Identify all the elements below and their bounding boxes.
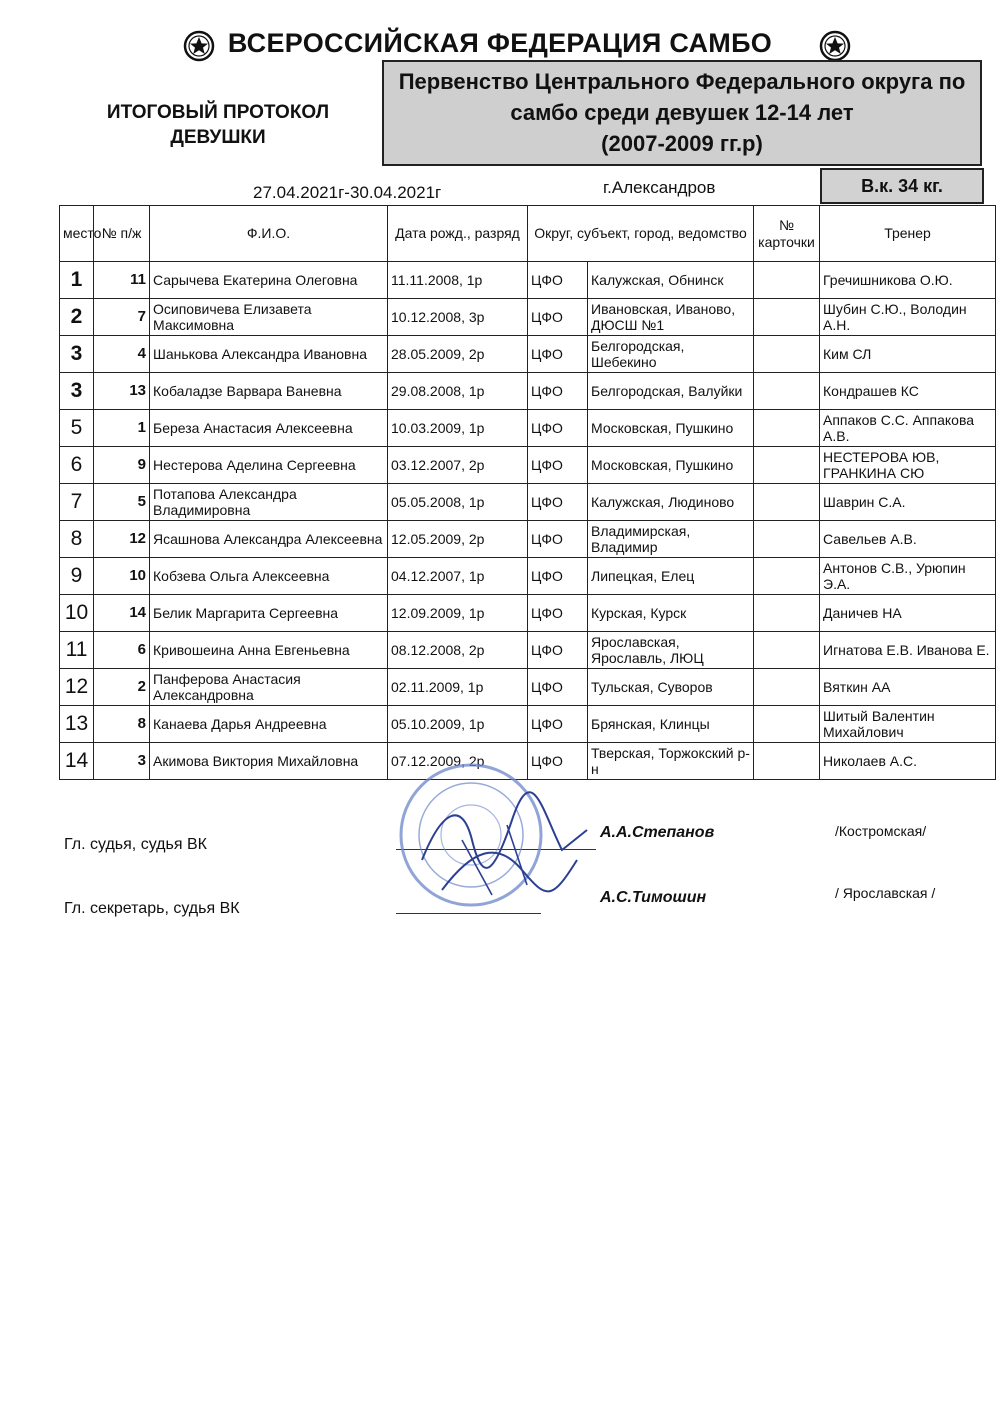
table-row bbox=[60, 669, 996, 706]
draw-number-cell: 11 bbox=[94, 262, 150, 299]
birth-rank-cell: 28.05.2009, 2р bbox=[388, 336, 528, 373]
place-cell: 8 bbox=[60, 521, 94, 558]
protocol-category: ДЕВУШКИ bbox=[170, 127, 266, 148]
birth-rank-cell: 12.05.2009, 2р bbox=[388, 521, 528, 558]
card-number-cell bbox=[754, 669, 820, 706]
draw-number-cell: 5 bbox=[94, 484, 150, 521]
athlete-name-cell: Ясашнова Александра Алексеевна bbox=[150, 521, 388, 558]
table-header-row bbox=[60, 206, 996, 262]
event-title-line: (2007-2009 гг.р) bbox=[601, 131, 763, 156]
draw-number-cell: 8 bbox=[94, 706, 150, 743]
district-cell: ЦФО bbox=[528, 484, 588, 521]
coach-cell: Савельев А.В. bbox=[820, 521, 996, 558]
column-header-region: Округ, субъект, город, ведомство bbox=[528, 206, 754, 262]
birth-rank-cell: 07.12.2009, 2р bbox=[388, 743, 528, 780]
district-cell: ЦФО bbox=[528, 521, 588, 558]
place-cell: 3 bbox=[60, 373, 94, 410]
results-table bbox=[59, 205, 996, 780]
region-cell: Тверская, Торжокский р-н bbox=[588, 743, 754, 780]
athlete-name-cell: Шанькова Александра Ивановна bbox=[150, 336, 388, 373]
region-cell: Ярославская, Ярославль, ЛЮЦ bbox=[588, 632, 754, 669]
region-cell: Московская, Пушкино bbox=[588, 410, 754, 447]
athlete-name-cell: Кривошеина Анна Евгеньевна bbox=[150, 632, 388, 669]
card-number-cell bbox=[754, 447, 820, 484]
table-row bbox=[60, 447, 996, 484]
table-row bbox=[60, 410, 996, 447]
protocol-line: ИТОГОВЫЙ ПРОТОКОЛ bbox=[106, 102, 330, 123]
table-row bbox=[60, 595, 996, 632]
column-header-name: Ф.И.О. bbox=[150, 206, 388, 262]
birth-rank-cell: 02.11.2009, 1р bbox=[388, 669, 528, 706]
table-row bbox=[60, 558, 996, 595]
column-header-place: место bbox=[60, 206, 94, 262]
birth-rank-cell: 12.09.2009, 1р bbox=[388, 595, 528, 632]
column-header-birth: Дата рожд., разряд bbox=[388, 206, 528, 262]
region-cell: Брянская, Клинцы bbox=[588, 706, 754, 743]
district-cell: ЦФО bbox=[528, 743, 588, 780]
chief-judge-region: /Костромская/ bbox=[835, 823, 927, 839]
card-number-cell bbox=[754, 299, 820, 336]
table-row bbox=[60, 336, 996, 373]
draw-number-cell: 1 bbox=[94, 410, 150, 447]
district-cell: ЦФО bbox=[528, 558, 588, 595]
place-cell: 6 bbox=[60, 447, 94, 484]
region-cell: Ивановская, Иваново, ДЮСШ №1 bbox=[588, 299, 754, 336]
column-header-number: № п/ж bbox=[94, 206, 150, 262]
birth-rank-cell: 08.12.2008, 2р bbox=[388, 632, 528, 669]
place-cell: 7 bbox=[60, 484, 94, 521]
birth-rank-cell: 29.08.2008, 1р bbox=[388, 373, 528, 410]
card-number-cell bbox=[754, 521, 820, 558]
district-cell: ЦФО bbox=[528, 706, 588, 743]
table-row bbox=[60, 706, 996, 743]
district-cell: ЦФО bbox=[528, 632, 588, 669]
card-number-cell bbox=[754, 373, 820, 410]
athlete-name-cell: Акимова Виктория Михайловна bbox=[150, 743, 388, 780]
coach-cell: Аппаков С.С. Аппакова А.В. bbox=[820, 410, 996, 447]
draw-number-cell: 14 bbox=[94, 595, 150, 632]
place-cell: 1 bbox=[60, 262, 94, 299]
chief-judge-label: Гл. судья, судья ВК bbox=[64, 836, 207, 853]
athlete-name-cell: Панферова Анастасия Александровна bbox=[150, 669, 388, 706]
table-row bbox=[60, 484, 996, 521]
column-header-card: № карточки bbox=[754, 206, 820, 262]
birth-rank-cell: 11.11.2008, 1р bbox=[388, 262, 528, 299]
draw-number-cell: 12 bbox=[94, 521, 150, 558]
coach-cell: Антонов С.В., Урюпин Э.А. bbox=[820, 558, 996, 595]
region-cell: Тульская, Суворов bbox=[588, 669, 754, 706]
organization-title: ВСЕРОССИЙСКАЯ ФЕДЕРАЦИЯ САМБО bbox=[227, 28, 773, 58]
athlete-name-cell: Канаева Дарья Андреевна bbox=[150, 706, 388, 743]
protocol-heading bbox=[88, 100, 348, 150]
chief-secretary-region: / Ярославская / bbox=[835, 885, 936, 901]
athlete-name-cell: Белик Маргарита Сергеевна bbox=[150, 595, 388, 632]
birth-rank-cell: 05.05.2008, 1р bbox=[388, 484, 528, 521]
draw-number-cell: 9 bbox=[94, 447, 150, 484]
draw-number-cell: 10 bbox=[94, 558, 150, 595]
region-cell: Липецкая, Елец bbox=[588, 558, 754, 595]
place-cell: 12 bbox=[60, 669, 94, 706]
event-title-box bbox=[382, 60, 982, 166]
card-number-cell bbox=[754, 595, 820, 632]
event-title-line: самбо среди девушек 12-14 лет bbox=[510, 100, 854, 125]
draw-number-cell: 3 bbox=[94, 743, 150, 780]
card-number-cell bbox=[754, 336, 820, 373]
table-row bbox=[60, 373, 996, 410]
region-cell: Московская, Пушкино bbox=[588, 447, 754, 484]
district-cell: ЦФО bbox=[528, 299, 588, 336]
region-cell: Калужская, Людиново bbox=[588, 484, 754, 521]
birth-rank-cell: 10.03.2009, 1р bbox=[388, 410, 528, 447]
coach-cell: Шаврин С.А. bbox=[820, 484, 996, 521]
card-number-cell bbox=[754, 558, 820, 595]
coach-cell: Шубин С.Ю., Володин А.Н. bbox=[820, 299, 996, 336]
coach-cell: Ким СЛ bbox=[820, 336, 996, 373]
district-cell: ЦФО bbox=[528, 447, 588, 484]
region-cell: Курская, Курск bbox=[588, 595, 754, 632]
card-number-cell bbox=[754, 632, 820, 669]
place-cell: 14 bbox=[60, 743, 94, 780]
event-title-line: Первенство Центрального Федерального округа по bbox=[398, 69, 966, 94]
coach-cell: Игнатова Е.В. Иванова Е. bbox=[820, 632, 996, 669]
weight-class-box: В.к. 34 кг. bbox=[820, 168, 984, 204]
region-cell: Калужская, Обнинск bbox=[588, 262, 754, 299]
region-cell: Владимирская, Владимир bbox=[588, 521, 754, 558]
draw-number-cell: 6 bbox=[94, 632, 150, 669]
table-row bbox=[60, 521, 996, 558]
region-cell: Белгородская, Валуйки bbox=[588, 373, 754, 410]
table-row bbox=[60, 299, 996, 336]
card-number-cell bbox=[754, 706, 820, 743]
birth-rank-cell: 10.12.2008, 3р bbox=[388, 299, 528, 336]
coach-cell: НЕСТЕРОВА ЮВ, ГРАНКИНА СЮ bbox=[820, 447, 996, 484]
birth-rank-cell: 05.10.2009, 1р bbox=[388, 706, 528, 743]
place-cell: 11 bbox=[60, 632, 94, 669]
coach-cell: Гречишникова О.Ю. bbox=[820, 262, 996, 299]
table-row bbox=[60, 262, 996, 299]
coach-cell: Даничев НА bbox=[820, 595, 996, 632]
draw-number-cell: 2 bbox=[94, 669, 150, 706]
event-city: г.Александров bbox=[603, 178, 716, 197]
coach-cell: Вяткин АА bbox=[820, 669, 996, 706]
card-number-cell bbox=[754, 410, 820, 447]
place-cell: 2 bbox=[60, 299, 94, 336]
chief-judge-name: А.А.Степанов bbox=[600, 824, 715, 841]
chief-secretary-name: А.С.Тимошин bbox=[600, 889, 707, 906]
district-cell: ЦФО bbox=[528, 336, 588, 373]
coach-cell: Кондрашев КС bbox=[820, 373, 996, 410]
draw-number-cell: 7 bbox=[94, 299, 150, 336]
athlete-name-cell: Береза Анастасия Алексеевна bbox=[150, 410, 388, 447]
coach-cell: Николаев А.С. bbox=[820, 743, 996, 780]
place-cell: 9 bbox=[60, 558, 94, 595]
card-number-cell bbox=[754, 484, 820, 521]
birth-rank-cell: 04.12.2007, 1р bbox=[388, 558, 528, 595]
athlete-name-cell: Потапова Александра Владимировна bbox=[150, 484, 388, 521]
district-cell: ЦФО bbox=[528, 595, 588, 632]
athlete-name-cell: Осиповичева Елизавета Максимовна bbox=[150, 299, 388, 336]
column-header-coach: Тренер bbox=[820, 206, 996, 262]
birth-rank-cell: 03.12.2007, 2р bbox=[388, 447, 528, 484]
region-cell: Белгородская, Шебекино bbox=[588, 336, 754, 373]
district-cell: ЦФО bbox=[528, 410, 588, 447]
district-cell: ЦФО bbox=[528, 373, 588, 410]
event-dates: 27.04.2021г-30.04.2021г bbox=[253, 183, 442, 202]
table-row bbox=[60, 632, 996, 669]
athlete-name-cell: Кобзева Ольга Алексеевна bbox=[150, 558, 388, 595]
place-cell: 10 bbox=[60, 595, 94, 632]
coach-cell: Шитый Валентин Михайлович bbox=[820, 706, 996, 743]
athlete-name-cell: Сарычева Екатерина Олеговна bbox=[150, 262, 388, 299]
place-cell: 13 bbox=[60, 706, 94, 743]
district-cell: ЦФО bbox=[528, 669, 588, 706]
card-number-cell bbox=[754, 262, 820, 299]
athlete-name-cell: Кобаладзе Варвара Ваневна bbox=[150, 373, 388, 410]
draw-number-cell: 4 bbox=[94, 336, 150, 373]
card-number-cell bbox=[754, 743, 820, 780]
chief-secretary-label: Гл. секретарь, судья ВК bbox=[64, 900, 240, 917]
place-cell: 5 bbox=[60, 410, 94, 447]
draw-number-cell: 13 bbox=[94, 373, 150, 410]
handwritten-signature bbox=[402, 780, 602, 910]
district-cell: ЦФО bbox=[528, 262, 588, 299]
place-cell: 3 bbox=[60, 336, 94, 373]
signature-line bbox=[396, 913, 541, 914]
athlete-name-cell: Нестерова Аделина Сергеевна bbox=[150, 447, 388, 484]
